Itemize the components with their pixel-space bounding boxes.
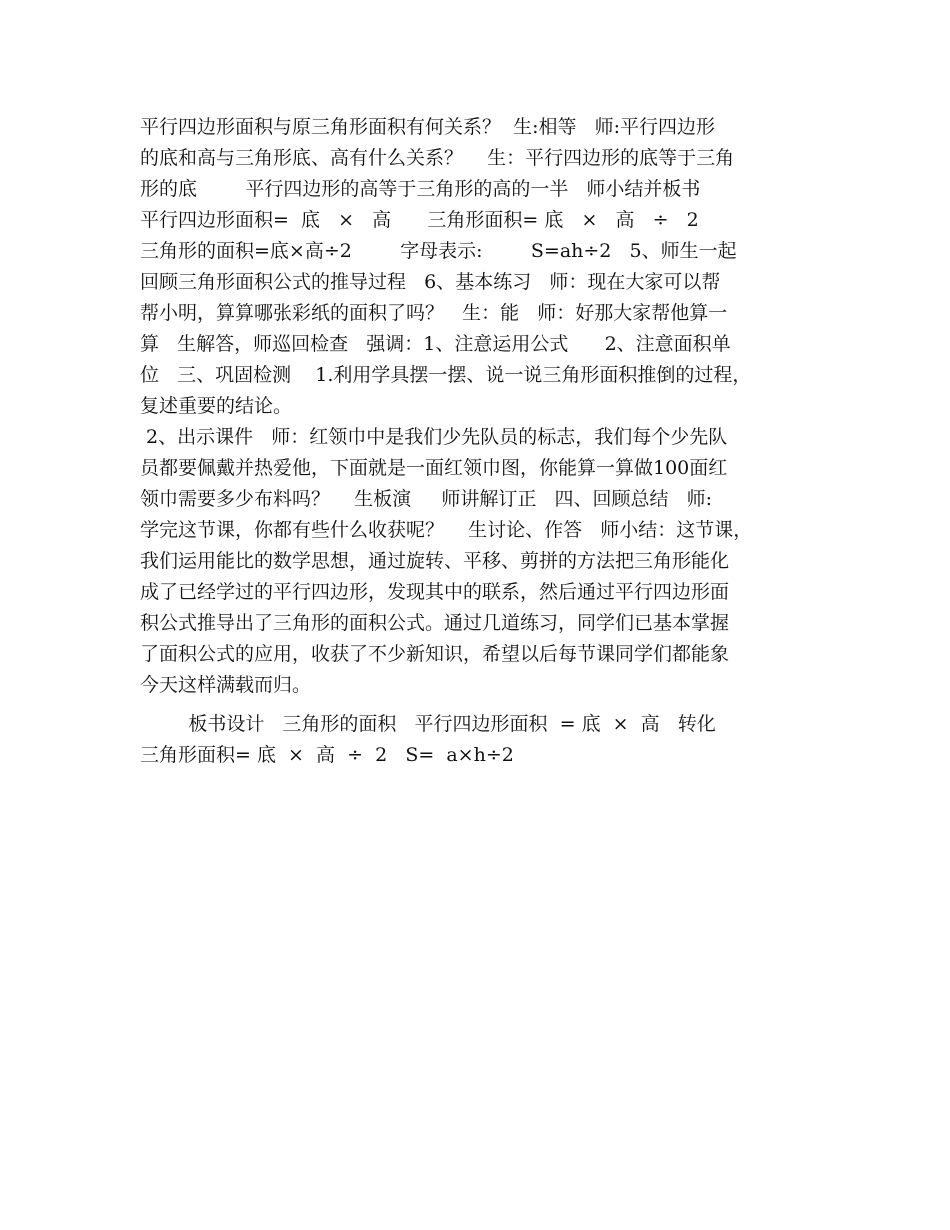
text-line-12: 员都要佩戴并热爱他，下面就是一面红领巾图，你能算一算做100面红 xyxy=(140,457,728,479)
text-line-9: 位 三、巩固检测 1.利用学具摆一摆、说一说三角形面积推倒的过程， xyxy=(140,364,752,386)
paragraph-gap xyxy=(140,701,820,709)
text-line-7: 帮小明，算算哪张彩纸的面积了吗？ 生：能 师：好那大家帮他算一 xyxy=(140,302,728,324)
text-line-15: 我们运用能比的数学思想，通过旋转、平移、剪拼的方法把三角形能化 xyxy=(140,550,730,572)
text-line-6: 回顾三角形面积公式的推导过程 6、基本练习 师：现在大家可以帮 xyxy=(140,271,721,293)
text-line-2: 的底和高与三角形底、高有什么关系？ 生：平行四边形的底等于三角 xyxy=(140,147,735,169)
text-line-4: 平行四边形面积= 底 × 高 三角形面积= 底 × 高 ÷ 2 xyxy=(140,209,699,231)
text-line-3: 形的底 平行四边形的高等于三角形的高的一半 师小结并板书 xyxy=(140,178,701,200)
text-line-19: 今天这样满载而归。 xyxy=(140,674,312,696)
text-line-14: 学完这节课，你都有些什么收获呢？ 生讨论、作答 师小结：这节课， xyxy=(140,519,753,541)
text-line-16: 成了已经学过的平行四边形，发现其中的联系，然后通过平行四边形面 xyxy=(140,581,730,603)
text-line-11: 2、出示课件 师：红领巾中是我们少先队员的标志，我们每个少先队 xyxy=(140,426,728,448)
text-line-10: 复述重要的结论。 xyxy=(140,395,293,417)
text-line-17: 积公式推导出了三角形的面积公式。通过几道练习，同学们已基本掌握 xyxy=(140,612,730,634)
text-line-18: 了面积公式的应用，收获了不少新知识，希望以后每节课同学们都能象 xyxy=(140,643,730,665)
text-line-13: 领巾需要多少布料吗？ 生板演 师讲解订正 四、回顾总结 师: xyxy=(140,488,712,510)
text-line-21: 三角形面积= 底 × 高 ÷ 2 S= a×h÷2 xyxy=(140,744,514,766)
text-line-1: 平行四边形面积与原三角形面积有何关系？ 生:相等 师:平行四边形 xyxy=(140,116,716,138)
text-line-5: 三角形的面积=底×高÷2 字母表示: S=ah÷2 5、师生一起 xyxy=(140,240,737,262)
text-line-20: 板书设计 三角形的面积 平行四边形面积 = 底 × 高 转化 xyxy=(140,713,716,735)
text-line-8: 算 生解答，师巡回检查 强调：1、注意运用公式 2、注意面积单 xyxy=(140,333,731,355)
document-body xyxy=(140,112,820,771)
